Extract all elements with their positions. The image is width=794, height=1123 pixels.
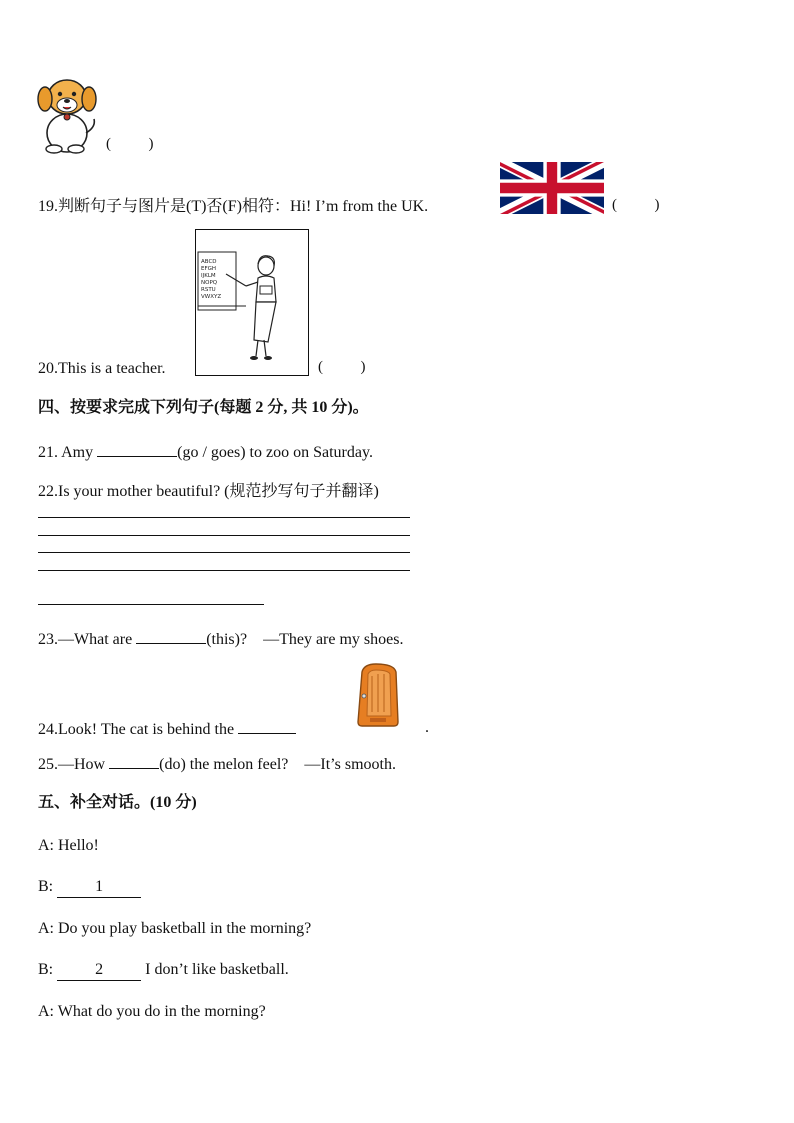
blank-number: 2 bbox=[95, 961, 104, 978]
dialogue-text: Do you play basketball in the morning? bbox=[58, 920, 312, 937]
q22-text: 22.Is your mother beautiful? (规范抄写句子并翻译) bbox=[38, 483, 379, 500]
dialogue-blank-2[interactable] bbox=[57, 960, 141, 981]
q19-text: 19.判断句子与图片是(T)否(F)相符：Hi! I’m from the UK. bbox=[38, 198, 429, 215]
q20-answer-paren[interactable]: ( ) bbox=[318, 359, 366, 375]
section-5-heading: 五、补全对话。(10 分) bbox=[38, 794, 197, 811]
q21 bbox=[38, 441, 373, 463]
dialogue-line-3 bbox=[38, 919, 311, 939]
dialogue-blank-1[interactable] bbox=[57, 877, 141, 898]
door-image bbox=[356, 662, 400, 728]
dog-image bbox=[36, 77, 102, 155]
board-line: ABCD bbox=[201, 259, 217, 265]
q23-middle: (this)? bbox=[206, 631, 248, 648]
q22-answer-line[interactable] bbox=[38, 535, 410, 536]
q25-prefix: 25.—How bbox=[38, 756, 110, 773]
q21-prefix: 21. Amy bbox=[38, 444, 98, 461]
q21-suffix: (go / goes) to zoo on Saturday. bbox=[177, 444, 373, 461]
q18-answer-paren[interactable]: ( ) bbox=[106, 136, 154, 152]
teacher-image bbox=[195, 229, 309, 376]
q20-text: 20.This is a teacher. bbox=[38, 360, 166, 377]
q22-answer-line[interactable] bbox=[38, 552, 410, 553]
dialogue-line-5 bbox=[38, 1002, 266, 1022]
q23-prefix: 23.—What are bbox=[38, 631, 137, 648]
q19-answer-paren[interactable]: ( ) bbox=[612, 197, 660, 213]
dialogue-text: What do you do in the morning? bbox=[57, 1003, 266, 1020]
board-line: EFGH bbox=[201, 266, 217, 272]
q25-middle: (do) the melon feel? bbox=[159, 756, 289, 773]
board-line: IJKLM bbox=[201, 273, 216, 279]
section-4-heading: 四、按要求完成下列句子(每题 2 分, 共 10 分)。 bbox=[38, 399, 369, 416]
dialogue-line-4 bbox=[38, 960, 289, 981]
speaker-label: A: bbox=[38, 920, 54, 937]
q24-blank[interactable] bbox=[238, 718, 296, 734]
dialogue-text: I don’t like basketball. bbox=[145, 961, 289, 978]
q22-answer-line[interactable] bbox=[38, 604, 264, 605]
q25 bbox=[38, 753, 396, 775]
dialogue-line-1 bbox=[38, 836, 99, 856]
board-line: VWXYZ bbox=[201, 294, 222, 300]
q25-answer: —It’s smooth. bbox=[304, 756, 396, 773]
q24-prefix: 24.Look! The cat is behind the bbox=[38, 721, 239, 738]
q21-blank[interactable] bbox=[97, 441, 177, 457]
board-line: RSTU bbox=[201, 287, 216, 293]
q22-answer-line[interactable] bbox=[38, 570, 410, 571]
q24 bbox=[38, 718, 296, 740]
speaker-label: B: bbox=[38, 878, 54, 895]
uk-flag-image bbox=[500, 162, 604, 214]
q22-answer-line[interactable] bbox=[38, 517, 410, 518]
speaker-label: A: bbox=[38, 837, 54, 854]
q23 bbox=[38, 628, 403, 650]
dialogue-text: Hello! bbox=[58, 837, 99, 854]
q23-blank[interactable] bbox=[136, 628, 206, 644]
dialogue-line-2 bbox=[38, 877, 141, 898]
blank-number: 1 bbox=[95, 878, 104, 895]
speaker-label: A: bbox=[38, 1003, 54, 1020]
q25-blank[interactable] bbox=[109, 753, 159, 769]
q23-answer: —They are my shoes. bbox=[263, 631, 404, 648]
board-line: NOPQ bbox=[201, 280, 218, 286]
q24-period: . bbox=[425, 719, 429, 736]
speaker-label: B: bbox=[38, 961, 54, 978]
